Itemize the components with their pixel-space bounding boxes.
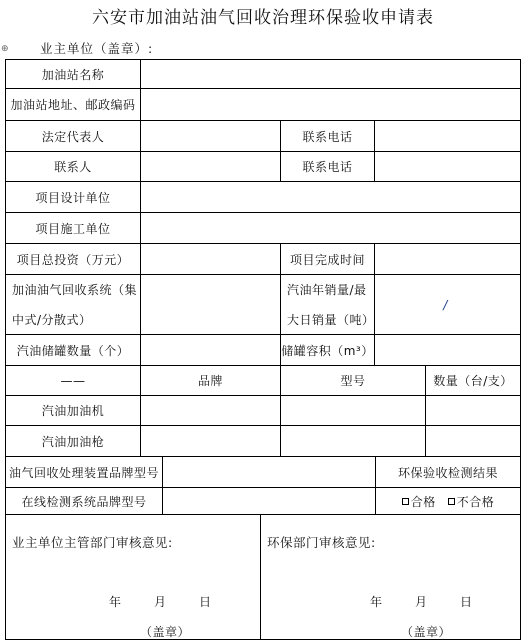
tank-volume-text: 储罐容积（m³） [281, 343, 374, 358]
fail-box-icon [448, 498, 455, 505]
recovery-system-field[interactable] [141, 275, 281, 335]
station-name-label [5, 59, 141, 89]
dispenser-label: 汽油加油机 [41, 404, 105, 418]
env-day-label: 日 [460, 595, 473, 609]
dispenser-brand-field[interactable] [141, 396, 281, 426]
contact-phone-2-field[interactable] [375, 152, 521, 182]
online-monitor-label [5, 488, 163, 515]
construction-unit-label [5, 213, 141, 244]
equipment-header-dash-text: —— [60, 373, 86, 388]
owner-dept-opinion[interactable] [5, 515, 261, 640]
design-unit-field[interactable] [141, 182, 521, 213]
vapor-device-label [5, 457, 163, 488]
env-seal-label: （盖章） [401, 625, 452, 639]
annual-sales-line1: 汽油年销量/最 [287, 283, 367, 297]
fail-label: 不合格 [456, 494, 495, 509]
tank-count-label [5, 335, 141, 366]
contact-person-label [5, 152, 141, 182]
online-monitor-text: 在线检测系统品牌型号 [21, 494, 147, 509]
design-unit-label [5, 182, 141, 213]
pass-checkbox[interactable] [402, 493, 436, 510]
tank-volume-field[interactable] [375, 335, 521, 366]
equipment-header-dash [5, 366, 141, 396]
total-investment-label [5, 244, 141, 275]
owner-seal-label: （盖章） [140, 625, 191, 639]
pass-box-icon [402, 498, 409, 505]
legal-rep-text: 法定代表人 [41, 129, 105, 144]
nozzle-model-field[interactable] [281, 426, 426, 457]
pass-label: 合格 [410, 494, 436, 509]
equipment-header-quantity [426, 366, 521, 396]
nozzle-label: 汽油加油枪 [41, 434, 105, 449]
contact-person-text: 联系人 [54, 160, 92, 174]
equipment-header-model [281, 366, 426, 396]
dispenser-model-field[interactable] [281, 396, 426, 426]
result-label [376, 457, 521, 488]
recovery-system-label [5, 275, 141, 335]
annual-sales-field[interactable] [375, 275, 521, 335]
fail-checkbox[interactable] [448, 493, 495, 510]
contact-phone-2-label [281, 152, 375, 182]
owner-year-label: 年 [109, 595, 122, 609]
tank-count-text: 汽油储罐数量（个） [16, 343, 130, 358]
equipment-header-model-text: 型号 [340, 374, 366, 388]
construction-unit-text: 项目施工单位 [35, 221, 111, 236]
completion-time-field[interactable] [375, 244, 521, 275]
form-title: 六安市加油站油气回收治理环保验收申请表 [92, 8, 434, 28]
applicant-label: 业主单位（盖章）: [40, 41, 154, 56]
vapor-device-text: 油气回收处理装置品牌型号 [8, 465, 159, 480]
recovery-system-line2: 中式/分散式） [12, 313, 92, 327]
env-dept-opinion[interactable] [261, 515, 521, 640]
tank-count-field[interactable] [141, 335, 281, 366]
equipment-row-nozzle [5, 426, 141, 457]
contact-phone-1-field[interactable] [375, 121, 521, 152]
annual-sales-line2: 大日销量（吨） [287, 313, 375, 327]
station-name-text: 加油站名称 [41, 67, 105, 82]
annual-sales-value: / [443, 297, 448, 312]
station-address-field[interactable] [141, 89, 521, 121]
tank-volume-label [281, 335, 375, 366]
owner-day-label: 日 [199, 595, 212, 609]
env-dept-opinion-title: 环保部门审核意见: [267, 535, 376, 550]
result-label-text: 环保验收检测结果 [397, 465, 498, 480]
nozzle-quantity-field[interactable] [426, 426, 521, 457]
completion-time-label [281, 244, 375, 275]
env-month-label: 月 [415, 595, 428, 609]
owner-dept-opinion-title: 业主单位主管部门审核意见: [12, 535, 173, 550]
total-investment-field[interactable] [141, 244, 281, 275]
design-unit-text: 项目设计单位 [35, 190, 111, 205]
station-address-text: 加油站地址、邮政编码 [10, 98, 136, 112]
completion-time-text: 项目完成时间 [289, 252, 365, 267]
result-options [376, 488, 521, 515]
equipment-header-quantity-text: 数量（台/支） [433, 374, 513, 388]
anchor-mark: ⊕ [1, 44, 9, 54]
vapor-device-field[interactable] [163, 457, 376, 488]
equipment-header-brand [141, 366, 281, 396]
equipment-header-brand-text: 品牌 [197, 374, 223, 388]
nozzle-brand-field[interactable] [141, 426, 281, 457]
annual-sales-label [281, 275, 375, 335]
equipment-row-dispenser [5, 396, 141, 426]
online-monitor-field[interactable] [163, 488, 376, 515]
station-address-label [5, 89, 141, 121]
env-year-label: 年 [370, 595, 383, 609]
station-name-field[interactable] [141, 59, 521, 89]
dispenser-quantity-field[interactable] [426, 396, 521, 426]
contact-phone-1-text: 联系电话 [302, 129, 353, 144]
construction-unit-field[interactable] [141, 213, 521, 244]
contact-phone-2-text: 联系电话 [302, 160, 353, 174]
total-investment-text: 项目总投资（万元） [16, 252, 130, 267]
legal-rep-field[interactable] [141, 121, 281, 152]
owner-month-label: 月 [154, 595, 167, 609]
contact-person-field[interactable] [141, 152, 281, 182]
contact-phone-1-label [281, 121, 375, 152]
legal-rep-label [5, 121, 141, 152]
recovery-system-line1: 加油油气回收系统（集 [12, 283, 138, 297]
